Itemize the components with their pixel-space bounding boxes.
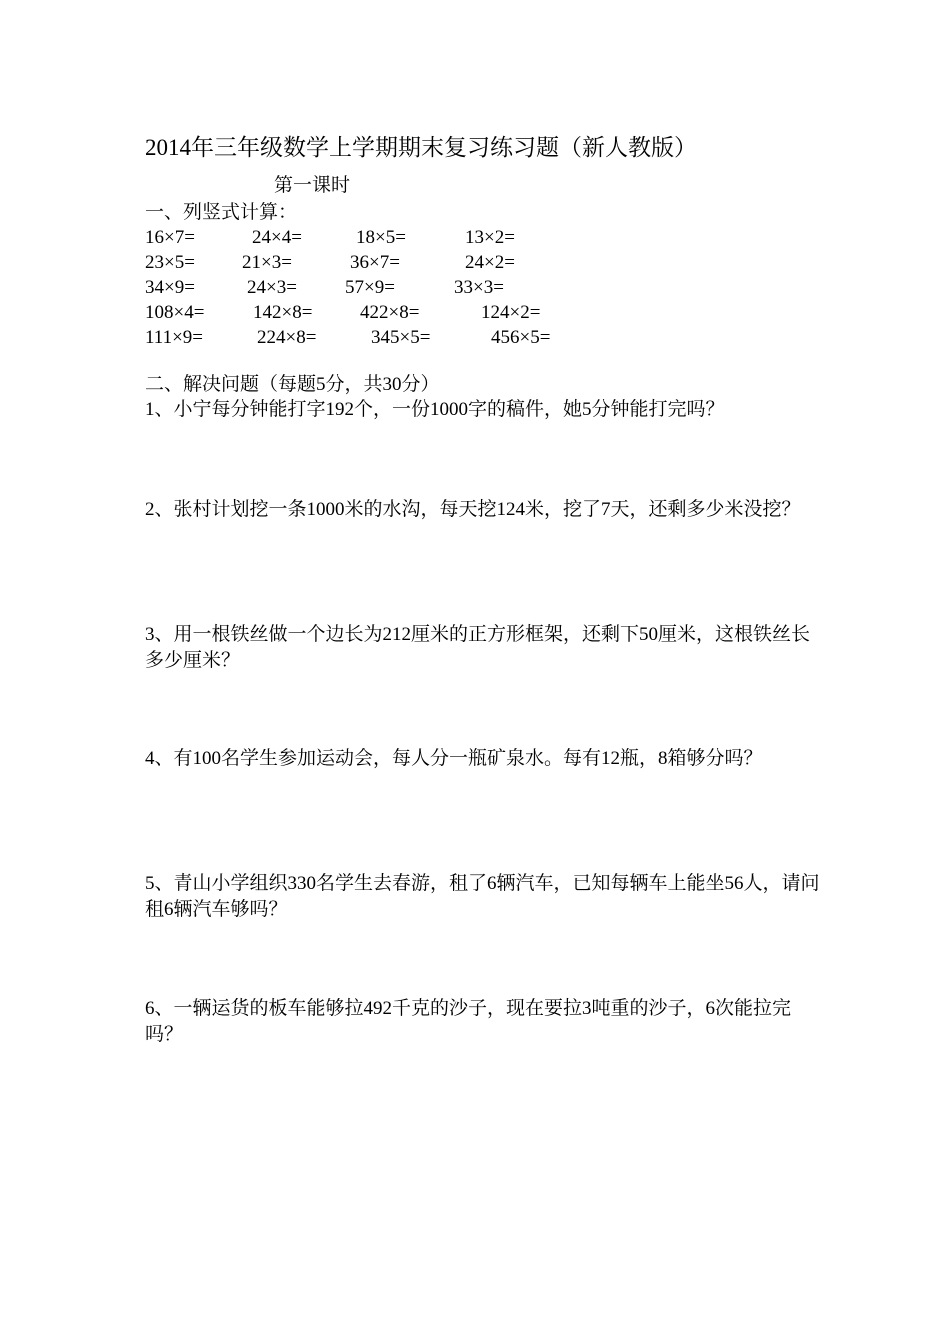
document-title: 2014年三年级数学上学期期末复习练习题（新人教版） <box>145 135 697 160</box>
lesson-subtitle: 第一课时 <box>274 175 351 196</box>
calc-item: 57×9= <box>345 277 395 298</box>
word-problem-4: 4、有100名学生参加运动会，每人分一瓶矿泉水。每有12瓶，8箱够分吗？ <box>145 748 763 769</box>
section-2-heading: 二、解决问题（每题5分，共30分） <box>145 374 440 395</box>
calc-item: 111×9= <box>145 327 204 348</box>
calc-item: 33×3= <box>454 277 504 298</box>
calculation-grid <box>145 225 605 350</box>
calc-item: 23×5= <box>145 252 195 273</box>
calc-row <box>145 300 605 325</box>
calc-item: 422×8= <box>360 302 420 323</box>
calc-item: 36×7= <box>350 252 400 273</box>
calc-item: 34×9= <box>145 277 195 298</box>
word-problem-1: 1、小宁每分钟能打字192个，一份1000字的稿件，她5分钟能打完吗？ <box>145 399 725 420</box>
calc-item: 16×7= <box>145 227 195 248</box>
calc-item: 13×2= <box>465 227 515 248</box>
calc-item: 456×5= <box>491 327 551 348</box>
word-problem-6: 6、一辆运货的板车能够拉492千克的沙子，现在要拉3吨重的沙子，6次能拉完吗？ <box>145 998 792 1045</box>
calc-item: 224×8= <box>257 327 317 348</box>
calc-row <box>145 325 605 350</box>
calc-item: 24×2= <box>465 252 515 273</box>
calc-item: 24×4= <box>252 227 302 248</box>
calc-item: 124×2= <box>481 302 541 323</box>
calc-item: 18×5= <box>356 227 406 248</box>
calc-row <box>145 250 605 275</box>
calc-row <box>145 275 605 300</box>
word-problem-2: 2、张村计划挖一条1000米的水沟，每天挖124米，挖了7天，还剩多少米没挖？ <box>145 499 801 520</box>
calc-item: 108×4= <box>145 302 205 323</box>
section-1-heading: 一、列竖式计算： <box>145 202 298 223</box>
calc-item: 24×3= <box>247 277 297 298</box>
word-problem-5: 5、青山小学组织330名学生去春游，租了6辆汽车，已知每辆车上能坐56人，请问租6辆汽车够吗？ <box>145 873 820 920</box>
calc-item: 142×8= <box>253 302 313 323</box>
calc-row <box>145 225 605 250</box>
word-problem-3: 3、用一根铁丝做一个边长为212厘米的正方形框架，还剩下50厘米，这根铁丝长多少厘米？ <box>145 624 811 671</box>
calc-item: 345×5= <box>371 327 431 348</box>
calc-item: 21×3= <box>242 252 292 273</box>
